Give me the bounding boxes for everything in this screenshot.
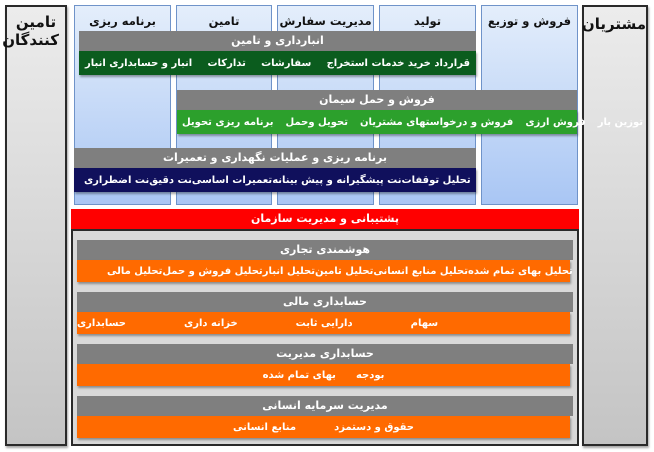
customers-title: مشتریان (581, 15, 646, 33)
human-capital-items (77, 416, 570, 438)
maintenance-items (74, 168, 476, 192)
support-header: پشتیبانی و مدیریت سازمان (71, 209, 579, 229)
module-item: سهام (410, 317, 439, 329)
financial-accounting-header: حسابداری مالی (77, 292, 573, 312)
management-accounting-header: حسابداری مدیریت (77, 344, 573, 364)
module-item: تحلیل تامین (315, 265, 374, 277)
module-item: نت پیشگیرانه و پیش بینانه (272, 174, 402, 186)
module-item: سفارشات (261, 57, 312, 69)
warehouse-items (79, 51, 476, 75)
module-item: فروش ارزی (525, 116, 586, 128)
column-title: مدیریت سفارش (279, 14, 372, 28)
module-item: تدارکات (207, 57, 246, 69)
module-item: حسابداری (77, 317, 127, 329)
module-item: نت اضطراری (84, 174, 150, 186)
module-item: برنامه ریزی تحویل (182, 116, 274, 128)
module-item: تحویل وحمل (285, 116, 348, 128)
management-accounting-items (77, 364, 570, 386)
module-item: تحلیل بهای تمام شده (467, 265, 573, 277)
module-item: دارایی ثابت (295, 317, 353, 329)
suppliers-title: تامین کنندگان (2, 13, 59, 49)
column-title: تولید (413, 14, 442, 28)
module-item: حقوق و دستمزد (334, 421, 414, 433)
column-title: برنامه ریزی (89, 14, 156, 28)
module-item: قرارداد خرید خدمات استخراج (326, 57, 470, 69)
module-item: انبار و حسابداری انبار (85, 57, 193, 69)
module-item: بودجه (355, 369, 385, 381)
human-capital-header: مدیریت سرمایه انسانی (77, 396, 573, 416)
module-item: فروش و درخواستهای مشتریان (359, 116, 514, 128)
module-item: تحلیل توقفات (401, 174, 471, 186)
customers-panel (582, 5, 648, 446)
module-item: منابع انسانی (233, 421, 297, 433)
sales-header: فروش و حمل سیمان (177, 90, 577, 110)
column-title: تامین (208, 14, 240, 28)
maintenance-header: برنامه ریزی و عملیات نگهداری و تعمیرات (74, 148, 476, 168)
warehouse-header: انبارداری و تامین (79, 31, 476, 51)
column-title: فروش و توزیع (487, 14, 572, 28)
module-item: تحلیل فروش و حمل (162, 265, 263, 277)
module-item: نت دقیق (149, 174, 192, 186)
financial-accounting-items (77, 312, 570, 334)
module-item: بهای تمام شده (262, 369, 336, 381)
sales-items (177, 110, 644, 134)
module-item: تعمیرات اساسی (191, 174, 273, 186)
module-item: توزین بار (597, 116, 644, 128)
module-item: تحلیل مالی (107, 265, 163, 277)
suppliers-panel (2, 5, 67, 446)
bi-header: هوشمندی تجاری (77, 240, 573, 260)
module-item: تحلیل انبار (262, 265, 316, 277)
module-item: تحلیل منابع انسانی (373, 265, 468, 277)
bi-items (77, 260, 573, 282)
module-item: خزانه داری (184, 317, 238, 329)
